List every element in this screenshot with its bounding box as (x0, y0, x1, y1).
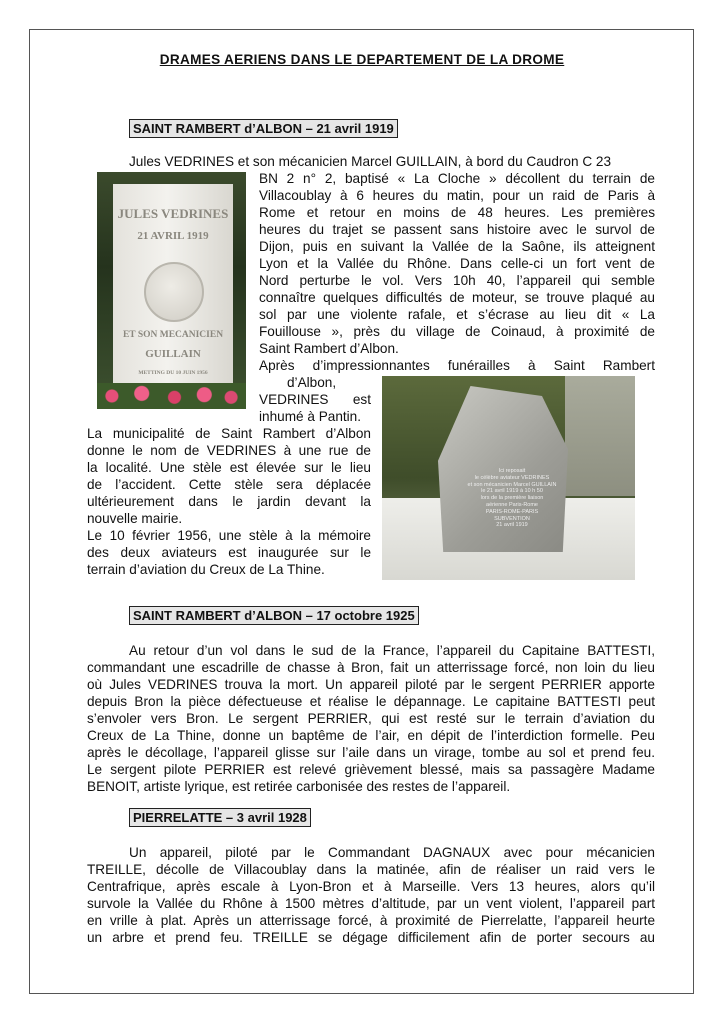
text-line: la localité. Une stèle est élevée sur le lieu (87, 460, 371, 475)
text-line: Fouillouse », près du village de Coinaud, à proximité de (259, 324, 655, 339)
text-line: VEDRINES est (259, 392, 371, 407)
text-line: BN 2 n° 2, baptisé « La Cloche » décollent du terrain de (259, 171, 655, 186)
text-line: Rome et retour en moins de 48 heures. Les premières (259, 205, 655, 220)
text-line: Jules VEDRINES et son mécanicien Marcel GUILLAIN, à bord du Caudron C 23 (129, 154, 612, 169)
text-line: heures du trajet se passent sans histoire avec le survol de (259, 222, 655, 237)
section-heading-1928: PIERRELATTE – 3 avril 1928 (129, 808, 311, 827)
text-line: Villacoublay à 6 heures du matin, pour un raid de Paris à (259, 188, 655, 203)
flowers (97, 383, 246, 409)
text-line: sol par une violente rafale, et s’écrase au lieu dit « La (259, 307, 655, 322)
text-line: Saint Rambert d’Albon. (259, 341, 399, 356)
text-line: inhumé à Pantin. (259, 409, 362, 424)
text-line: donne le nom de VEDRINES à une rue de (87, 443, 371, 458)
text-line: Nord perturbe le vol. Vers 10h 40, l’appareil qui semble (259, 273, 655, 288)
text-line: Dijon, puis en suivant la Vallée de la Saône, ils atteignent (259, 239, 655, 254)
text-line: après le décollage, l’appareil glisse sur l’aile dans un virage, tombe au sol et prend feu. (87, 745, 655, 760)
plaque-text: METTING DU 10 JUIN 1956 (138, 370, 208, 376)
text-line: Après d’impressionnantes funérailles à Saint Rambert (259, 358, 655, 373)
text-line: Au retour d’un vol dans le sud de la France, l’appareil du Capitaine BATTESTI, (129, 643, 655, 658)
vedrines-plaque-photo (97, 172, 246, 409)
stele-plaque: Ici reposait le célèbre aviateur VEDRINES et son mécanicien Marcel GUILLAIN le 21 avril 1919 à 10 h 50 lors de la première liaison aérienne Paris-Rome PARIS-ROME-PARIS SUBVENTION 21 avril 1919 (467, 468, 557, 529)
text-line: de l’accident. Cette stèle sera déplacée (87, 477, 371, 492)
text-line: terrain d’aviation du Creux de La Thine. (87, 562, 325, 577)
stele-photo (382, 376, 635, 580)
text-line: nouvelle mairie. (87, 511, 183, 526)
text-line: depuis Bron la pièce défectueuse et réalise le dépannage. Le capitaine BATTESTI peut (87, 694, 655, 709)
text-line: BENOIT, artiste lyrique, est retirée carbonisée des restes de l’appareil. (87, 779, 511, 794)
text-line: TREILLE, décolle de Villacoublay dans la matinée, afin de réaliser un raid vers le (87, 862, 655, 877)
text-line: Lyon et la Vallée du Rhône. Dans celle-ci un fort vent de (259, 256, 655, 271)
text-line: La municipalité de Saint Rambert d’Albon (87, 426, 371, 441)
medallion-portrait (144, 262, 204, 322)
section-heading-1925: SAINT RAMBERT d’ALBON – 17 octobre 1925 (129, 606, 419, 625)
text-line: où Jules VEDRINES trouva la mort. Un appareil piloté par le sergent PERRIER apporte (87, 677, 655, 692)
text-line: un arbre et prend feu. TREILLE se dégage difficilement afin de porter secours au (87, 930, 655, 945)
plaque-text: GUILLAIN (145, 348, 201, 360)
section-heading-1919: SAINT RAMBERT d’ALBON – 21 avril 1919 (129, 119, 398, 138)
text-line: des deux aviateurs est inaugurée sur le (87, 545, 371, 560)
plaque-text: 21 AVRIL 1919 (137, 230, 209, 242)
text-line: Creux de La Thine, donne un baptême de l’air, en dépit de l’interdiction formelle. Peu (87, 728, 655, 743)
text-line: Le 10 février 1956, une stèle à la mémoire (87, 528, 371, 543)
text-line: s’envoler vers Bron. Le sergent PERRIER, qui est resté sur le terrain d’aviation du (87, 711, 655, 726)
text-line: Un appareil, piloté par le Commandant DAGNAUX avec pour mécanicien (129, 845, 655, 860)
text-line: en vrille à plat. Après un atterrissage forcé, à proximité de Pierrelatte, l’appareil heurte (87, 913, 655, 928)
page-title: DRAMES AERIENS DANS LE DEPARTEMENT DE LA DROME (159, 52, 565, 67)
plaque-text: ET SON MECANICIEN (122, 330, 224, 340)
plaque-text: JULES VEDRINES (117, 206, 229, 221)
text-line: connaître quelques difficultés de moteur, se trouve plaqué au (259, 290, 655, 305)
text-line: d’Albon, (287, 375, 337, 390)
text-line: ultérieurement dans le jardin devant la (87, 494, 371, 509)
text-line: survole la Vallée du Rhône à 1500 mètres d’altitude, par un vent violent, l’appareil part (87, 896, 655, 911)
text-line: Le sergent pilote PERRIER est relevé grièvement blessé, mais sa passagère Madame (87, 762, 655, 777)
text-line: commandant une escadrille de chasse à Bron, fait un atterrissage forcé, non loin du lieu (87, 660, 655, 675)
text-line: Centrafrique, après escale à Lyon-Bron et à Marseille. Vers 13 heures, alors qu’il (87, 879, 655, 894)
